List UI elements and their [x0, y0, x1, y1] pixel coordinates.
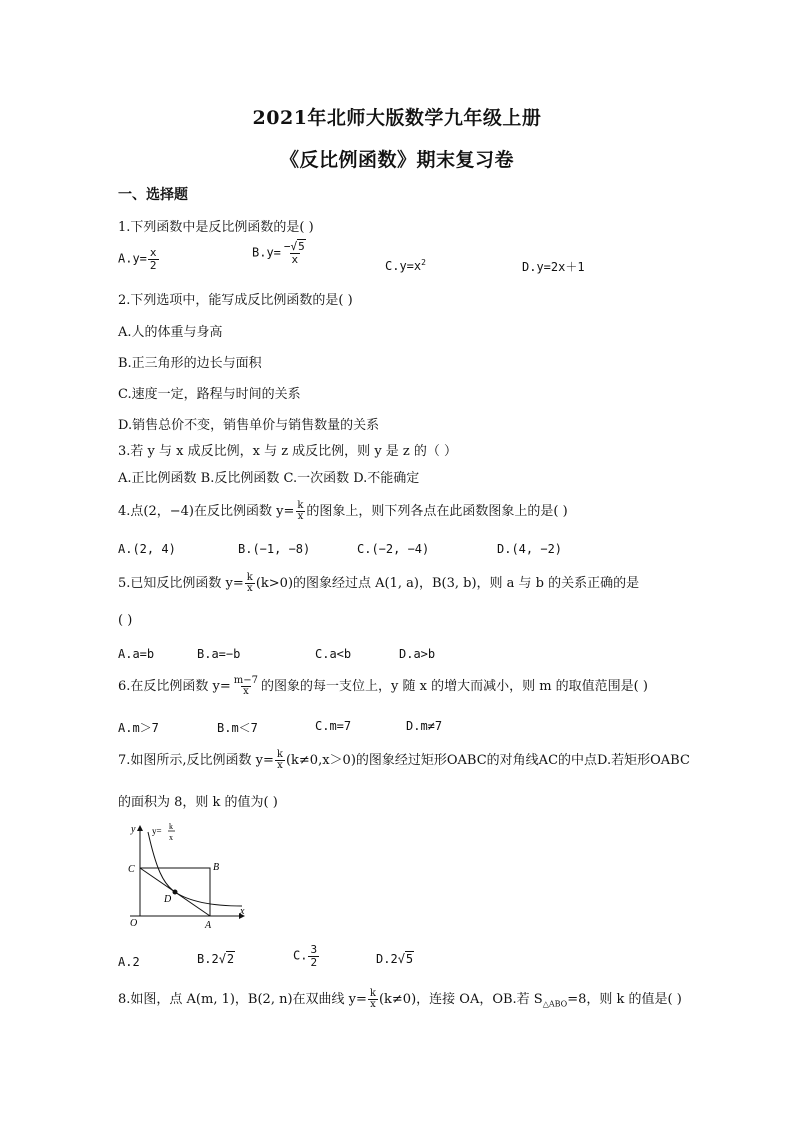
q7-option-d: D.2√5 [376, 952, 414, 966]
label-x: x [240, 906, 245, 917]
q3-stem: 3.若 y 与 x 成反比例，x 与 z 成反比例，则 y 是 z 的（ ） [118, 444, 458, 459]
eq-prefix: y= [152, 826, 162, 836]
label-d: D [164, 894, 172, 905]
doc-title: 2021年北师大版数学九年级上册 [252, 107, 542, 129]
label-a: A [205, 920, 212, 931]
q8-stem: 8.如图，点 A(m, 1)，B(2, n)在双曲线 y= $\frac{k}{x}$ (k≠0)，连接 OA，OB.若 $S_{\triangle ABO}=8$，则 k 的值是( ) [118, 987, 682, 1010]
q7-figure [118, 818, 254, 934]
q6-option-c: C.m=7 [315, 719, 352, 733]
q7-stem: 7.如图所示,反比例函数 y= $\frac{k}{x}$ (k≠0,x＞0)的图象经过矩形OABC的对角线AC的中点D.若矩形OABC [118, 748, 690, 771]
section-heading: 一、选择题 [118, 187, 188, 203]
q6-option-a: A.m＞7 [118, 721, 159, 735]
q1-option-c: $C.y=x^2$ [385, 258, 426, 273]
point-d [173, 890, 178, 895]
q4-option-a: A.(2, 4) [118, 542, 176, 556]
q1-option-b: B.y= $\frac{-√5}{x}$ [252, 240, 305, 266]
q4-option-b: B.(−1, −8) [238, 542, 311, 556]
q5-stem: 5.已知反比例函数 y= $\frac{k}{x}$ (k>0)的图象经过点 A(1, a)，B(3, b)，则 a 与 b 的关系正确的是 [118, 571, 640, 594]
q5-answer-paren: ( ) [118, 613, 133, 628]
q7-option-c: C. $\frac{3}{2}$ [293, 943, 318, 969]
q5-option-b: B.a=−b [197, 647, 241, 661]
q2-option-c: C.速度一定，路程与时间的关系 [118, 387, 301, 402]
q6-option-b: B.m＜7 [217, 721, 258, 735]
q2-option-d: D.销售总价不变，销售单价与销售数量的关系 [118, 418, 380, 433]
q6-option-d: D.m≠7 [406, 719, 443, 733]
q4-option-d: D.(4, −2) [497, 542, 563, 556]
label-c: C [128, 864, 135, 875]
q7-option-a: A.2 [118, 955, 140, 969]
q5-option-d: D.a>b [399, 647, 436, 661]
label-o: O [130, 918, 138, 929]
hyperbola-curve [148, 832, 242, 906]
q3-options: A.正比例函数 B.反比例函数 C.一次函数 D.不能确定 [118, 471, 420, 486]
q1-option-d: D.y=2x＋1 [522, 260, 585, 274]
eq-k: k [169, 822, 173, 831]
label-y: y [131, 824, 136, 835]
q1-option-a: A.y= $\frac{x}{2}$ [118, 246, 157, 272]
doc-subtitle: 《反比例函数》期末复习卷 [279, 149, 514, 171]
q5-option-a: A.a=b [118, 647, 155, 661]
q2-option-b: B.正三角形的边长与面积 [118, 356, 262, 371]
q4-option-c: C.(−2, −4) [357, 542, 430, 556]
q1-stem: 1.下列函数中是反比例函数的是( ) [118, 220, 314, 235]
q2-option-a: A.人的体重与身高 [118, 325, 223, 340]
eq-x: x [169, 833, 173, 842]
q5-option-c: C.a<b [315, 647, 352, 661]
label-b: B [213, 862, 220, 873]
q2-stem: 2.下列选项中，能写成反比例函数的是( ) [118, 293, 353, 308]
q6-stem: 6.在反比例函数 y= $\frac{m-7}{x}$ 的图象的每一支位上，y 随 x 的增大而减小，则 m 的取值范围是( ) [118, 674, 648, 697]
q7-stem-line2: 的面积为 8，则 k 的值为( ) [118, 795, 278, 810]
q4-stem: 4.点(2，−4)在反比例函数 y= $\frac{k}{x}$ 的图象上，则下列各点在此函数图象上的是( ) [118, 499, 568, 522]
q7-option-b: B.2√2 [197, 952, 235, 966]
